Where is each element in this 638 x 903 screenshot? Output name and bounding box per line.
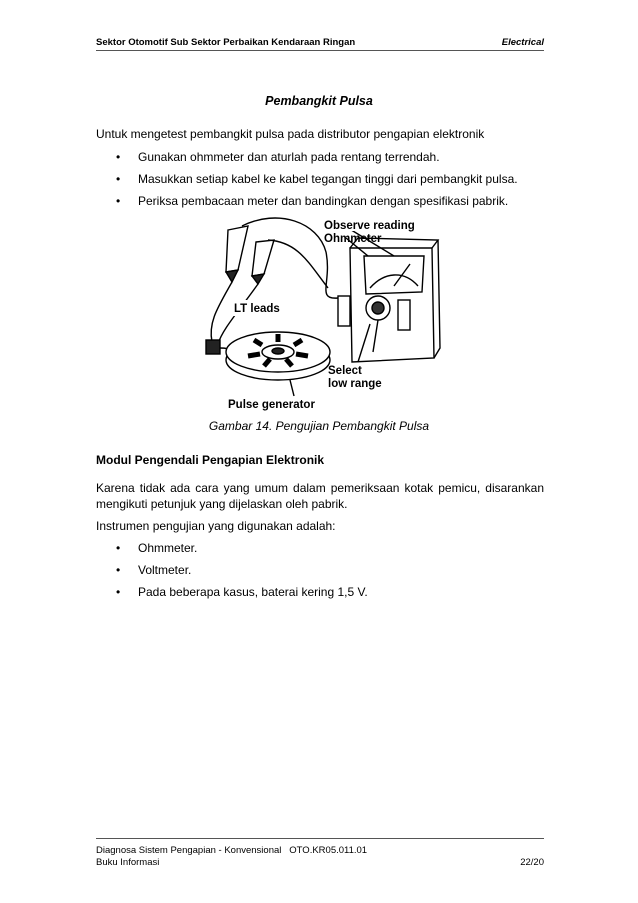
section-paragraph: Karena tidak ada cara yang umum dalam pemeriksaan kotak pemicu, disarankan mengikuti petunjuk yang dijelaskan oleh pabrik. (96, 481, 544, 511)
header-right: Electrical (501, 37, 544, 48)
bullet-icon: • (116, 150, 121, 164)
list-item (116, 194, 508, 208)
label-lt-leads: LT leads (234, 303, 280, 315)
header-left: Sektor Otomotif Sub Sektor Perbaikan Kendaraan Ringan (96, 37, 356, 48)
list-item-text: Voltmeter. (138, 563, 192, 577)
list-item (116, 172, 518, 186)
page-title: Pembangkit Pulsa (265, 94, 373, 108)
list-item-text: Ohmmeter. (138, 541, 198, 555)
footer-book: Buku Informasi (96, 857, 160, 868)
list-item-text: Periksa pembacaan meter dan bandingkan dengan spesifikasi pabrik. (138, 194, 509, 208)
section-paragraph-2: Instrumen pengujian yang digunakan adalah: (96, 519, 336, 533)
list-item-text: Masukkan setiap kabel ke kabel tegangan tinggi dari pembangkit pulsa. (138, 172, 518, 186)
bullet-icon: • (116, 563, 121, 577)
bullet-icon: • (116, 194, 121, 208)
label-ohmmeter: Ohmmeter (324, 233, 382, 245)
list-item (116, 150, 440, 164)
section-heading: Modul Pengendali Pengapian Elektronik (96, 453, 325, 467)
bullet-icon: • (116, 172, 121, 186)
figure-caption: Gambar 14. Pengujian Pembangkit Pulsa (208, 419, 430, 433)
list-item (116, 563, 191, 577)
header-rule (96, 50, 544, 51)
label-select: Select (328, 365, 362, 377)
footer-module: Diagnosa Sistem Pengapian - Konvensional OTO.KR05.011.01 (96, 845, 368, 856)
pulse-generator-figure (198, 212, 442, 412)
intro-text: Untuk mengetest pembangkit pulsa pada distributor pengapian elektronik (96, 127, 485, 141)
bullet-icon: • (116, 585, 121, 599)
list-item (116, 541, 197, 555)
label-pulse-generator: Pulse generator (228, 399, 315, 411)
bullet-icon: • (116, 541, 121, 555)
footer-rule (96, 838, 544, 839)
page-number: 22/20 (520, 857, 544, 868)
label-low-range: low range (328, 378, 382, 390)
list-item-text: Gunakan ohmmeter dan aturlah pada rentang terrendah. (138, 150, 440, 164)
list-item-text: Pada beberapa kasus, baterai kering 1,5 V. (138, 585, 368, 599)
list-item (116, 585, 368, 599)
label-observe-reading: Observe reading (324, 220, 415, 232)
